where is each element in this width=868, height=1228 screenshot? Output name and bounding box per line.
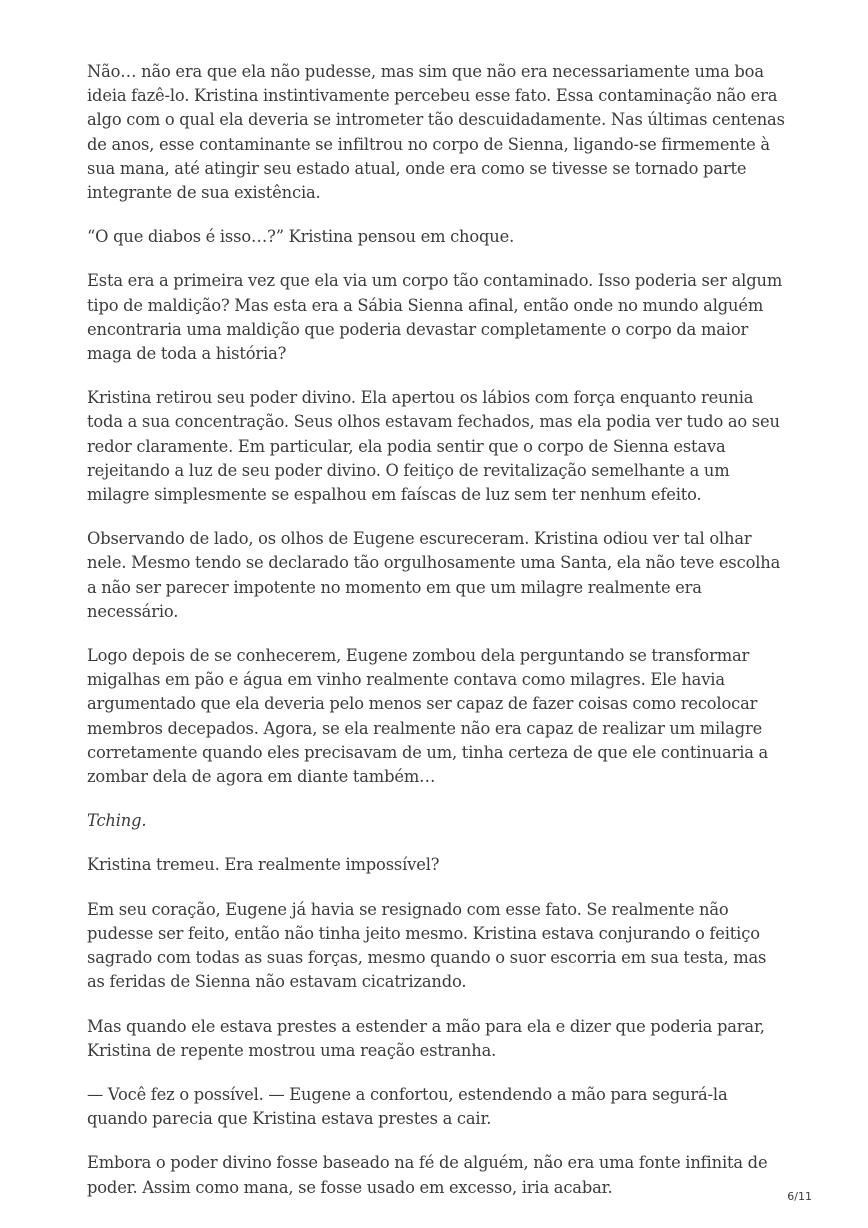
paragraph-8: Kristina tremeu. Era realmente impossível?	[87, 855, 440, 875]
paragraph-10: Mas quando ele estava prestes a estender a mão para ela e dizer que poderia parar, Kristina de repente mostrou uma reação estranha.	[87, 1016, 765, 1060]
paragraph-6: Logo depois de se conhecerem, Eugene zombou dela perguntando se transformar migalhas em pão e água em vinho realmente contava como milagres. Ele havia argumentado que ela deveria pelo menos ser capaz de fazer coisas como recolocar membros decepados. Agora, se ela realmente não era capaz de realizar um milagre corretamente quando eles precisavam de um, tinha certeza de que ele continuaria a zombar dela de agora em diante também…	[87, 646, 769, 787]
paragraph-11: — Você fez o possível. — Eugene a confortou, estendendo a mão para segurá-la quando parecia que Kristina estava prestes a cair.	[87, 1084, 728, 1129]
page-number: 6/11	[787, 1190, 812, 1203]
paragraph-7-sound-effect: Tching.	[87, 811, 147, 831]
paragraph-9: Em seu coração, Eugene já havia se resignado com esse fato. Se realmente não pudesse ser feito, então não tinha jeito mesmo. Kristina estava conjurando o feitiço sagrado com todas as suas forças, mesmo quando o suor escorria em sua testa, mas as feridas de Sienna não estavam cicatrizando.	[87, 899, 767, 992]
document-body	[87, 60, 787, 1220]
paragraph-12: Embora o poder divino fosse baseado na fé de alguém, não era uma fonte infinita de poder. Assim como mana, se fosse usado em excesso, iria acabar.	[87, 1153, 768, 1197]
paragraph-2: “O que diabos é isso…?” Kristina pensou em choque.	[87, 227, 515, 247]
paragraph-5: Observando de lado, os olhos de Eugene escureceram. Kristina odiou ver tal olhar nele. Mesmo tendo se declarado tão orgulhosamente uma Santa, ela não teve escolha a não ser parecer impotente no momento em que um milagre realmente era necessário.	[87, 529, 781, 621]
paragraph-3: Esta era a primeira vez que ela via um corpo tão contaminado. Isso poderia ser algum tipo de maldição? Mas esta era a Sábia Sienna afinal, então onde no mundo alguém encontraria uma maldição que poderia devastar completamente o corpo da maior maga de toda a história?	[87, 271, 783, 364]
paragraph-1: Não… não era que ela não pudesse, mas sim que não era necessariamente uma boa ideia fazê-lo. Kristina instintivamente percebeu esse fato. Essa contaminação não era algo com o qual ela deveria se intrometer tão descuidadamente. Nas últimas centenas de anos, esse contaminante se infiltrou no corpo de Sienna, ligando-se firmemente à sua mana, até atingir seu estado atual, onde era como se tivesse se tornado parte integrante de sua existência.	[87, 62, 785, 203]
paragraph-4: Kristina retirou seu poder divino. Ela apertou os lábios com força enquanto reunia toda a sua concentração. Seus olhos estavam fechados, mas ela podia ver tudo ao seu redor claramente. Em particular, ela podia sentir que o corpo de Sienna estava rejeitando a luz de seu poder divino. O feitiço de revitalização semelhante a um milagre simplesmente se espalhou em faíscas de luz sem ter nenhum efeito.	[87, 388, 780, 505]
